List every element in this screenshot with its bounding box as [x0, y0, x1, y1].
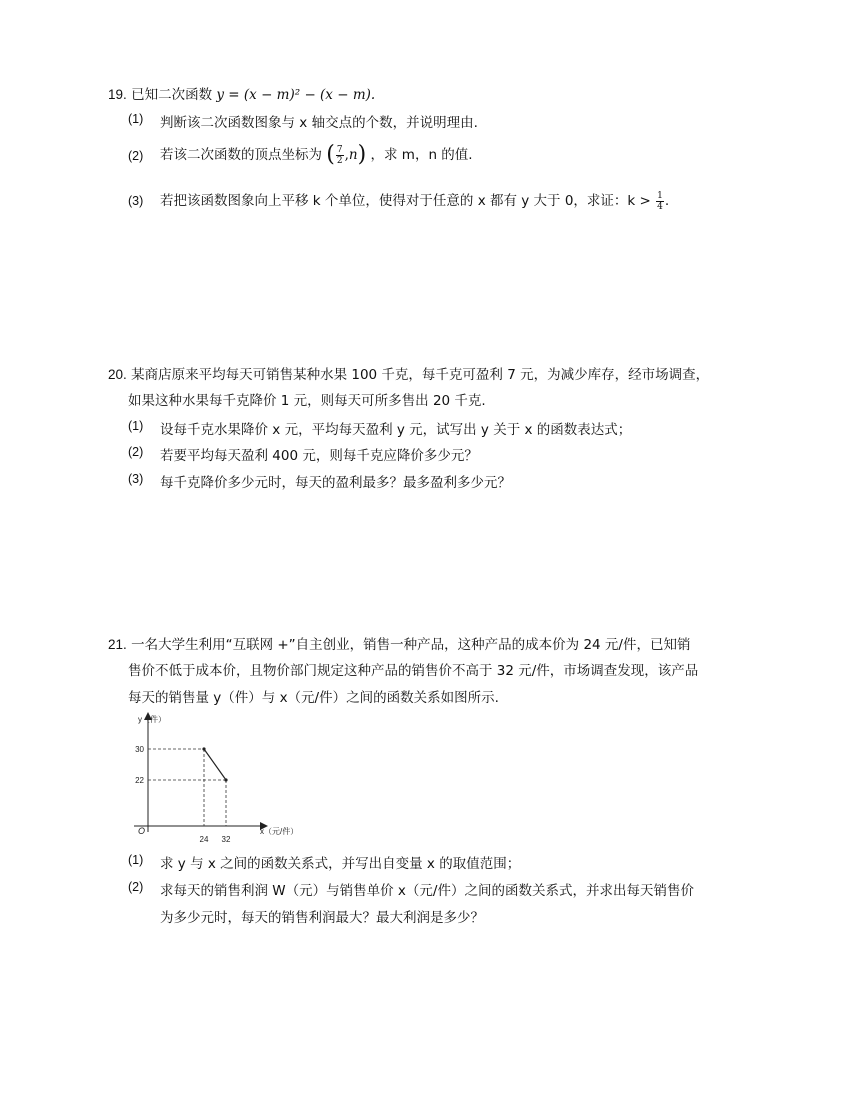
- x-tick-label: 32: [221, 835, 231, 843]
- sub-question-text: 若要平均每天盈利 400 元，则每千克应降价多少元？: [160, 448, 478, 464]
- question-20-line: 如果这种水果每千克降价 1 元，则每天可所多售出 20 千克.: [128, 393, 486, 409]
- paren-close: ): [357, 142, 367, 167]
- data-point: [202, 747, 205, 750]
- vertex-n: n: [348, 147, 358, 163]
- y-tick-label: 22: [135, 776, 144, 785]
- origin-label: O: [138, 826, 146, 836]
- fraction: [656, 191, 664, 212]
- sub-label: (2): [128, 445, 144, 459]
- x-tick-label: 24: [199, 835, 209, 843]
- sub-question-text: 每千克降价多少元时，每天的盈利最多？最多盈利多少元？: [160, 475, 511, 491]
- sub-question-text: 求每天的销售利润 W（元）与销售单价 x（元/件）之间的函数关系式，并求出每天销售价: [160, 883, 694, 899]
- sub-question-text: 设每千克水果降价 x 元，平均每天盈利 y 元，试写出 y 关于 x 的函数表达式；: [160, 422, 632, 438]
- data-point: [224, 778, 227, 781]
- fraction: [336, 145, 344, 166]
- sub-question-text: 若该二次函数的顶点坐标为 ( $\frac{7}{2}$ ,n) ，求 m，n 的值.: [160, 142, 473, 167]
- sub-label: (1): [128, 112, 144, 126]
- sub-question-text: 求 y 与 x 之间的函数关系式，并写出自变量 x 的取值范围；: [160, 856, 521, 872]
- question-text: 某商店原来平均每天可销售某种水果 100 千克，每千克可盈利 7 元，为减少库存，经市场调查，: [131, 367, 710, 383]
- series-line: [204, 749, 226, 780]
- sub-text-c: ，求 m，n 的值.: [370, 147, 473, 163]
- sub-question-text-cont: 为多少元时，每天的销售利润最大？最大利润是多少？: [160, 910, 484, 926]
- fraction-numerator: 1: [657, 190, 663, 201]
- y-tick-label: 30: [135, 745, 144, 754]
- question-21-line: 售价不低于成本价，且物价部门规定这种产品的销售价不高于 32 元/件，市场调查发现，该产品: [128, 663, 699, 679]
- sub-question-text: [160, 186, 669, 216]
- paren-open: (: [326, 142, 335, 167]
- question-number: 21.: [108, 637, 127, 652]
- sub-text-a: 若把该函数图象向上平移 k 个单位，使得对于任意的 x 都有 y 大于 0，求证：k >: [160, 193, 651, 209]
- question-number: 19.: [108, 87, 127, 102]
- question-19-stem: [108, 86, 375, 104]
- sub-label: (1): [128, 853, 144, 867]
- stem-text: 已知二次函数: [131, 87, 213, 103]
- sub-question-text: 判断该二次函数图象与 x 轴交点的个数，并说明理由.: [160, 115, 478, 131]
- sub-label: (1): [128, 419, 144, 433]
- sub-label: (2): [128, 880, 144, 894]
- fraction-numerator: 7: [336, 144, 343, 155]
- fraction-denominator: 2: [336, 155, 343, 166]
- sub-label: (3): [128, 472, 144, 486]
- stem-formula: y = (x − m)² − (x − m).: [216, 87, 376, 103]
- question-21-line: [108, 636, 690, 654]
- sub-text-b: .: [664, 193, 670, 209]
- sales-graph: [120, 708, 310, 843]
- question-21-line: 每天的销售量 y（件）与 x（元/件）之间的函数关系如图所示.: [128, 690, 499, 706]
- sub-label: (3): [128, 194, 144, 208]
- sub-text-a: 若该二次函数的顶点坐标为: [160, 147, 322, 163]
- sub-label: (2): [128, 149, 144, 163]
- question-number: 20.: [108, 367, 127, 382]
- fraction-denominator: 4: [657, 201, 663, 212]
- y-axis-label: y（件）: [138, 715, 166, 724]
- x-axis-label: x（元/件）: [260, 827, 299, 836]
- question-20-line: [108, 366, 709, 384]
- question-text: 一名大学生利用“互联网 +”自主创业，销售一种产品，这种产品的成本价为 24 元/件，已知销: [131, 637, 691, 653]
